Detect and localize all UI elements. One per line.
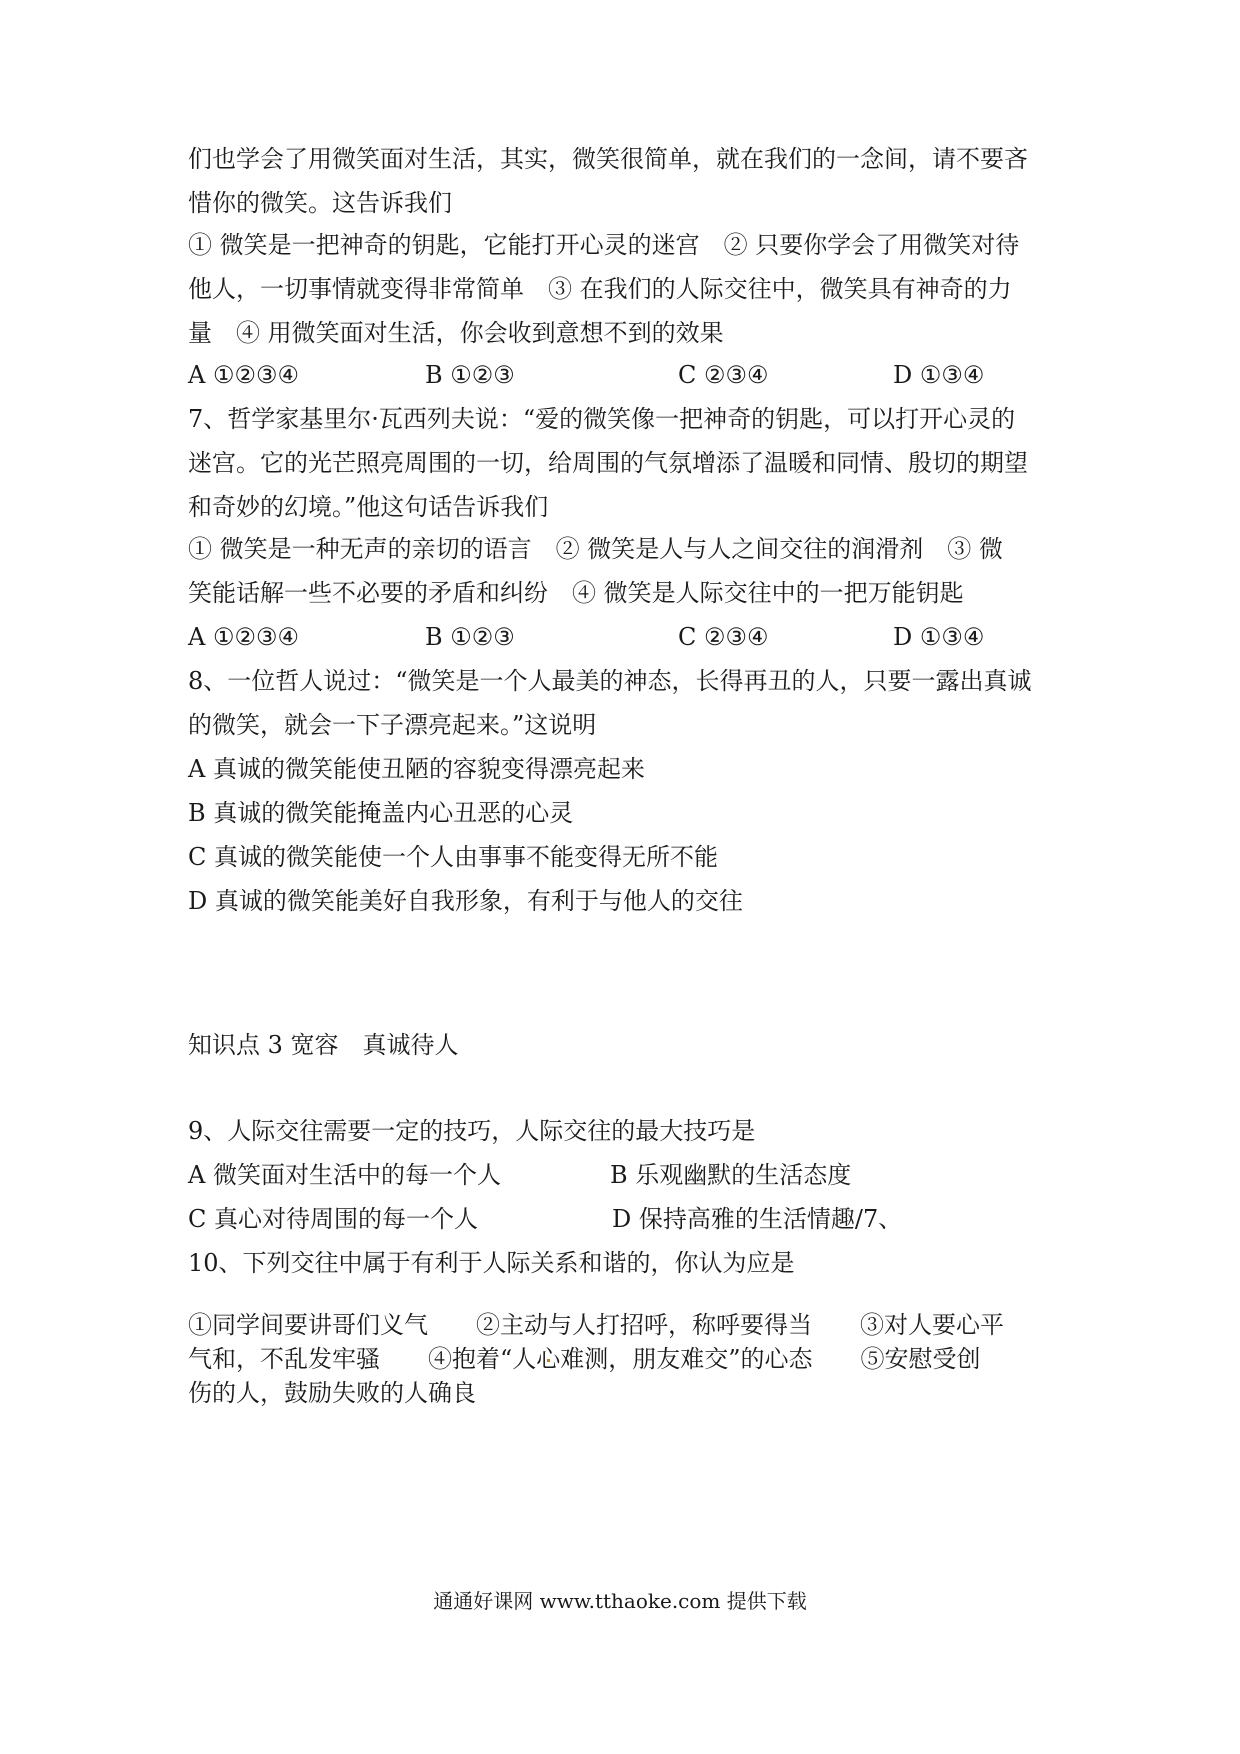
q10-item-line: ①同学间要讲哥们义气 ②主动与人打招呼，称呼要得当 ③对人要心平	[188, 1311, 1004, 1339]
q6-stem-line: 惜你的微笑。这告诉我们	[188, 189, 452, 217]
q6-option-a: A ①②③④	[188, 361, 300, 389]
q6-option-d: D ①③④	[893, 361, 985, 389]
q7-option-b: B ①②③	[425, 623, 515, 651]
q9-option-b: B 乐观幽默的生活态度	[610, 1161, 852, 1189]
section-heading: 知识点 3 宽容 真诚待人	[188, 1031, 459, 1059]
q6-statement-line: ① 微笑是一把神奇的钥匙，它能打开心灵的迷宫 ② 只要你学会了用微笑对待	[188, 231, 1020, 259]
q7-stem-line: 7、哲学家基里尔·瓦西列夫说：“爱的微笑像一把神奇的钥匙，可以打开心灵的	[188, 405, 1016, 433]
q8-option-d: D 真诚的微笑能美好自我形象，有利于与他人的交往	[188, 887, 743, 915]
q6-stem-line: 们也学会了用微笑面对生活，其实，微笑很简单，就在我们的一念间，请不要吝	[188, 145, 1028, 173]
q9-option-c: C 真心对待周围的每一个人	[188, 1205, 478, 1233]
q10-item-line: 气和，不乱发牢骚 ④抱着“人心难测，朋友难交”的心态 ⑤安慰受创	[188, 1345, 981, 1373]
q8-stem-line: 的微笑，就会一下子漂亮起来。”这说明	[188, 711, 597, 739]
q7-stem-line: 和奇妙的幻境。”他这句话告诉我们	[188, 493, 549, 521]
page-footer: 通通好课网 www.tthaoke.com 提供下载	[433, 1589, 807, 1613]
q9-stem: 9、人际交往需要一定的技巧，人际交往的最大技巧是	[188, 1117, 756, 1145]
q7-option-c: C ②③④	[678, 623, 769, 651]
q7-option-a: A ①②③④	[188, 623, 300, 651]
q8-option-a: A 真诚的微笑能使丑陋的容貌变得漂亮起来	[188, 755, 645, 783]
q9-option-a: A 微笑面对生活中的每一个人	[188, 1161, 501, 1189]
q7-statement-line: 笑能话解一些不必要的矛盾和纠纷 ④ 微笑是人际交往中的一把万能钥匙	[188, 579, 964, 607]
q6-option-c: C ②③④	[678, 361, 769, 389]
q7-option-d: D ①③④	[893, 623, 985, 651]
q9-option-d: D 保持高雅的生活情趣/7、	[612, 1205, 903, 1233]
q8-stem-line: 8、一位哲人说过：“微笑是一个人最美的神态，长得再丑的人，只要一露出真诚	[188, 667, 1032, 695]
q8-option-b: B 真诚的微笑能掩盖内心丑恶的心灵	[188, 799, 574, 827]
q10-item-line: 伤的人，鼓励失败的人确良	[188, 1379, 476, 1407]
q7-stem-line: 迷宫。它的光芒照亮周围的一切，给周围的气氛增添了温暖和同情、殷切的期望	[188, 449, 1028, 477]
q6-statement-line: 量 ④ 用微笑面对生活，你会收到意想不到的效果	[188, 319, 724, 347]
q7-statement-line: ① 微笑是一种无声的亲切的语言 ② 微笑是人与人之间交往的润滑剂 ③ 微	[188, 535, 1003, 563]
q6-statement-line: 他人，一切事情就变得非常简单 ③ 在我们的人际交往中，微笑具有神奇的力	[188, 275, 1012, 303]
q6-option-b: B ①②③	[425, 361, 515, 389]
q8-option-c: C 真诚的微笑能使一个人由事事不能变得无所不能	[188, 843, 718, 871]
q10-stem: 10、下列交往中属于有利于人际关系和谐的，你认为应是	[188, 1249, 795, 1277]
